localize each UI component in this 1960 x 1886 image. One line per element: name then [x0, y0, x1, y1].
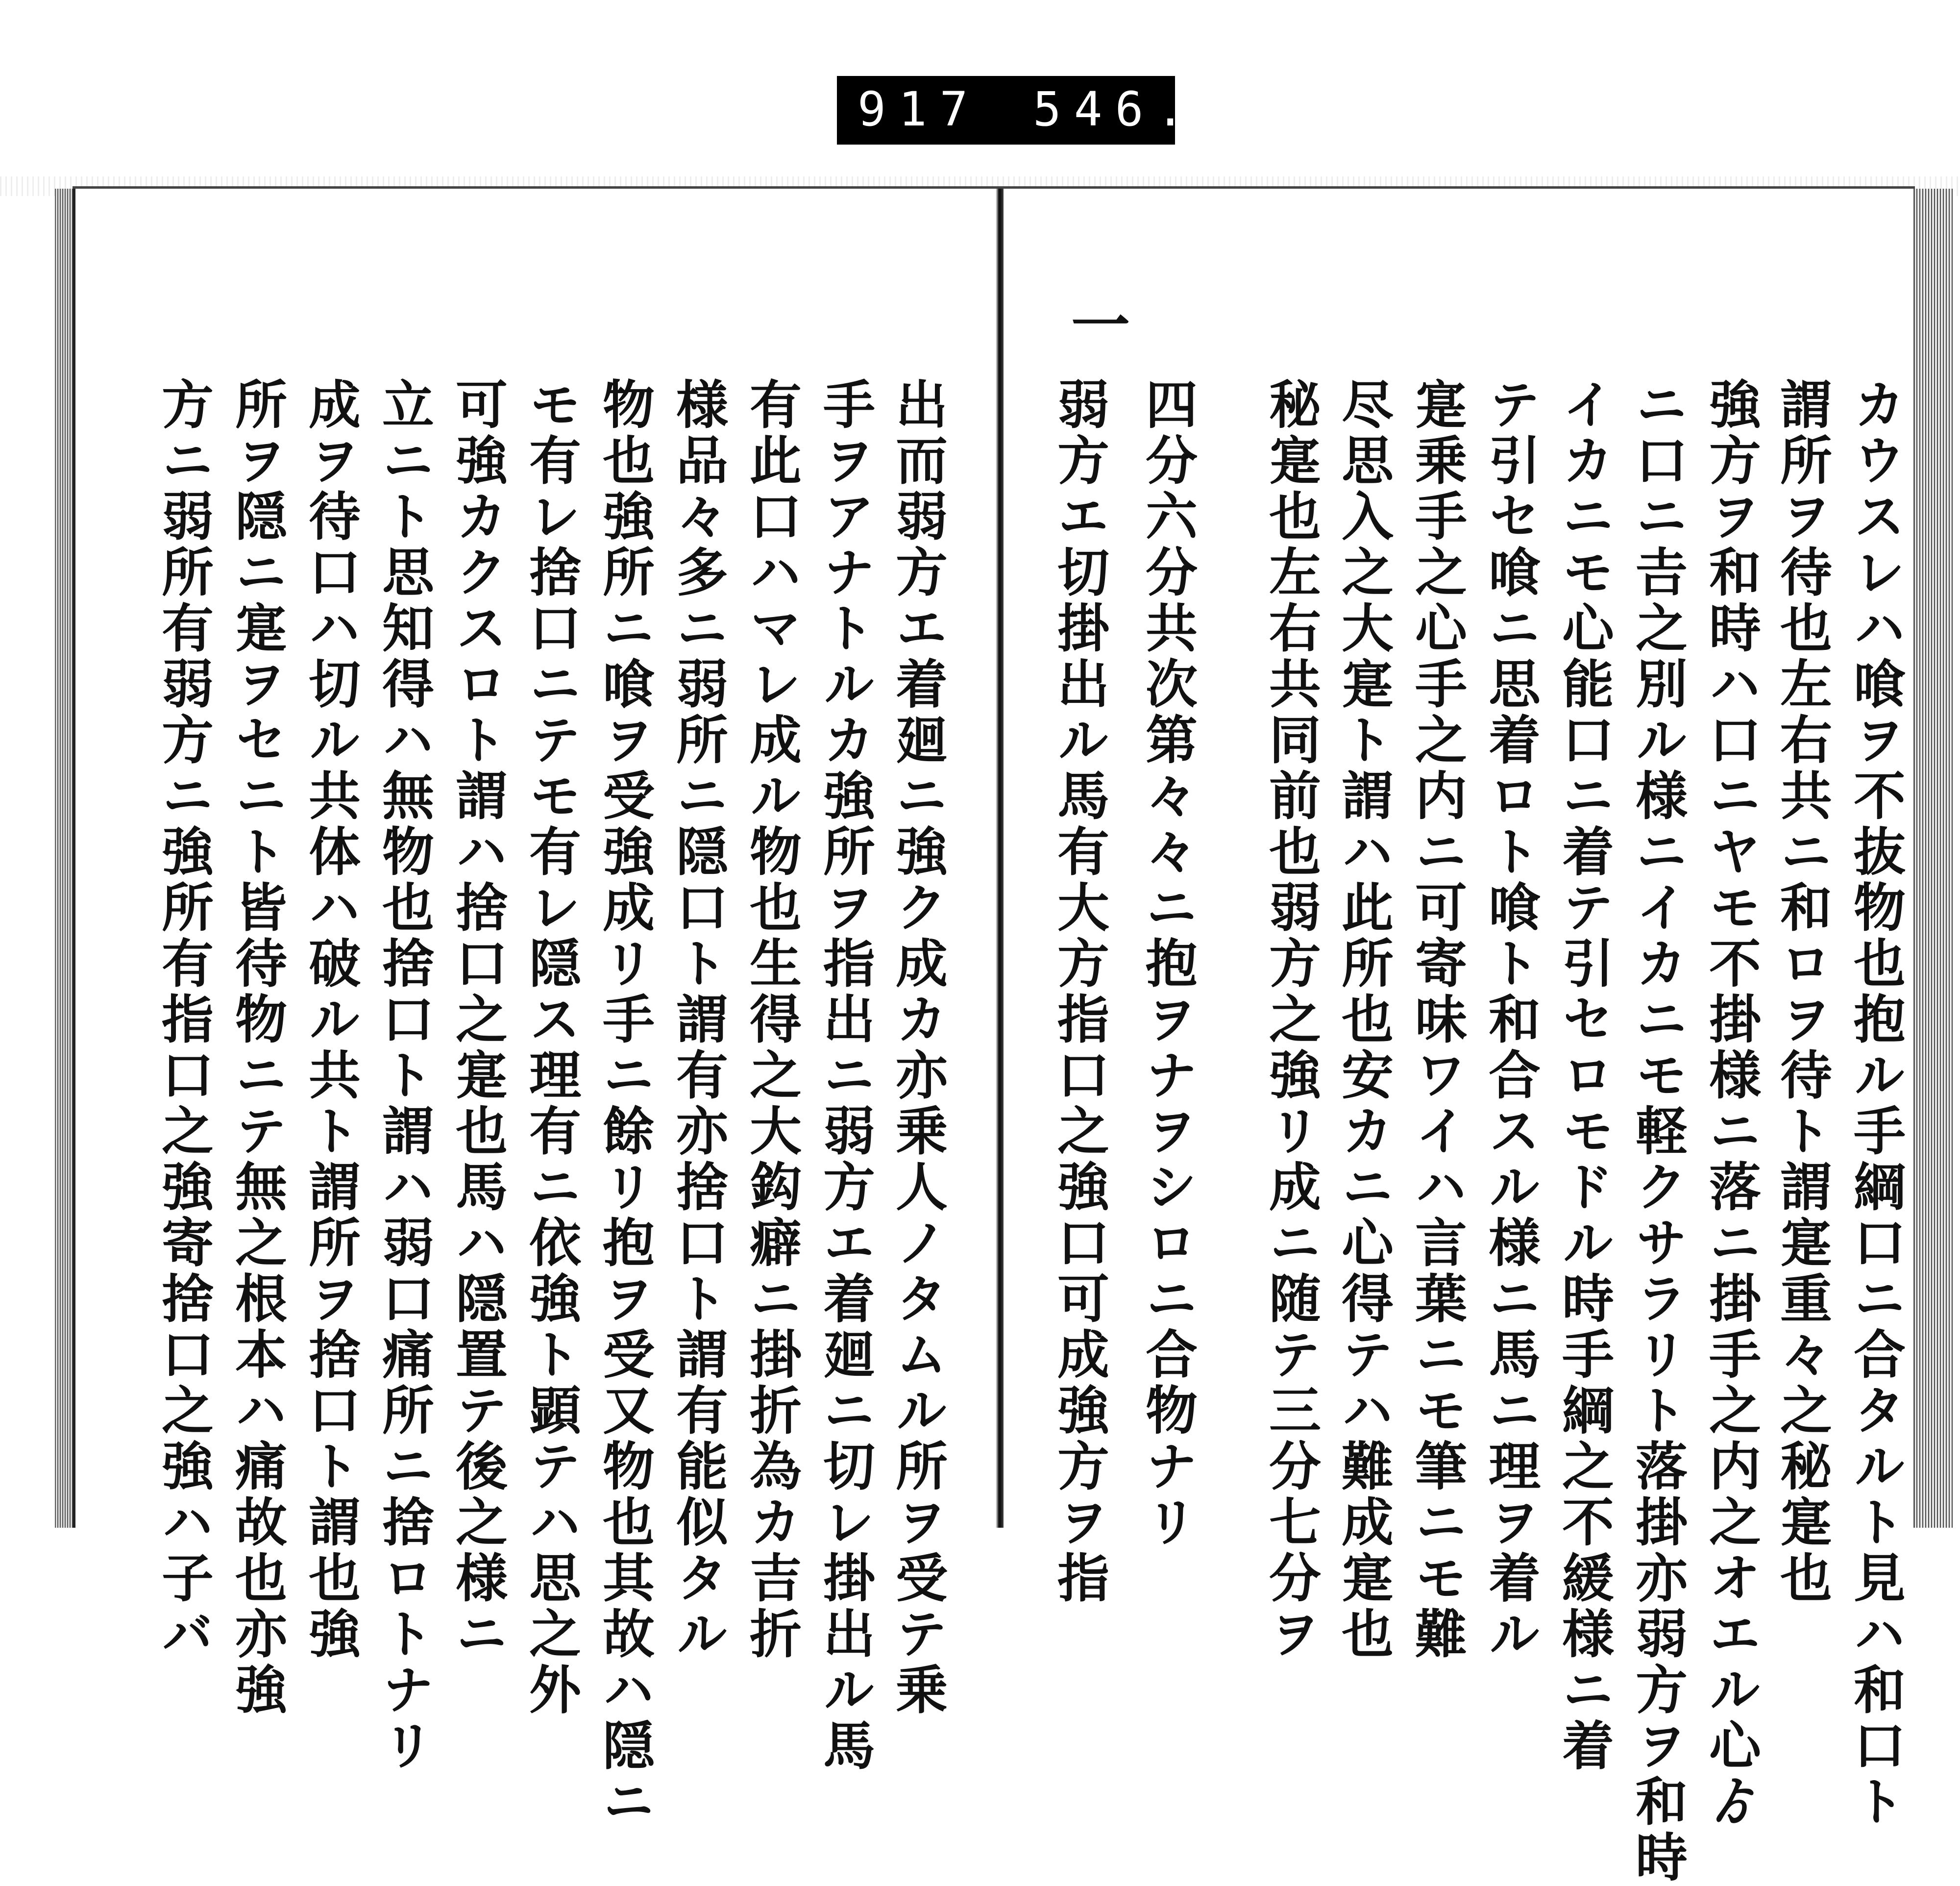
section-mark: 一 [1061, 294, 1130, 353]
text-column: カウスレハ喰ヲ不抜物也抱ル手綱口ニ合タルト見ハ和口ト [1845, 377, 1907, 1830]
text-column: 有此口ハマレ成ル物也生得之大鈎癖ニ掛折為カ吉折 [741, 377, 803, 1663]
text-column: 寔乗手之心手之内ニ可寄味ワイハ言葉ニモ筆ニモ難 [1407, 377, 1468, 1663]
text-column: 可強カクスロト謂ハ捨口之寔也馬ハ隠置テ後之様ニ [447, 377, 509, 1663]
archive-number-left: 917 [858, 82, 981, 137]
text-column: 謂所ヲ待也左右共ニ和ロヲ待ト謂寔重々之秘寔也 [1772, 377, 1833, 1607]
text-column: テ引セ喰ニ思着ロト喰ト和合スル様ニ馬ニ理ヲ着ル [1480, 377, 1542, 1663]
text-column: 立ニト思知得ハ無物也捨口ト謂ハ弱口痛所ニ捨ロトナリ [374, 377, 435, 1774]
text-column: 所ヲ隠ニ寔ヲセニト皆待物ニテ無之根本ハ痛故也亦強 [227, 377, 288, 1718]
text-column: 強方ヲ和時ハ口ニヤモ不掛様ニ落ニ掛手之内之オエル心ゟ [1701, 377, 1762, 1830]
text-column: 弱方エ切掛出ル馬有大方指口之強口可成強方ヲ指 [1049, 377, 1110, 1607]
archive-number-label [837, 76, 1198, 145]
text-column: モ有レ捨口ニテモ有レ隠ス理有ニ依強ト顕テハ思之外 [521, 377, 582, 1718]
text-column: 出而弱方エ着廻ニ強ク成カ亦乗人ノタムル所ヲ受テ乗 [887, 377, 949, 1718]
text-column: 様品々多ニ弱所ニ隠口ト謂有亦捨口ト謂有能似タル [668, 377, 729, 1663]
text-column: ニ口ニ𠮷之別ル様ニイカニモ軽クサラリト落掛亦弱方ヲ和時 [1627, 377, 1689, 1886]
text-column: 尽思入之大寔ト謂ハ此所也安カニ心得テハ難成寔也 [1333, 377, 1395, 1663]
right-fore-edge [1913, 189, 1953, 1528]
left-fore-edge [55, 189, 74, 1528]
book-spine [996, 189, 1004, 1528]
text-column: 秘寔也左右共同前也弱方之強リ成ニ随テ三分七分ヲ [1261, 377, 1322, 1663]
text-column: 四分六分共次第々々ニ抱ヲナヲシロニ合物ナリ [1137, 377, 1199, 1551]
archive-number-right: 546. [1033, 82, 1198, 137]
text-column: 物也強所ニ喰ヲ受強成リ手ニ餘リ抱ヲ受又物也其故ハ隠ニ [594, 377, 656, 1830]
text-column: 方ニ弱所有弱方ニ強所有指口之強寄捨口之強ハ子バ [153, 377, 215, 1663]
text-column: 成ヲ待口ハ切ル共体ハ破ル共ト謂所ヲ捨口ト謂也強 [300, 377, 362, 1663]
text-column: 手ヲアナトルカ強所ヲ指出ニ弱方エ着廻ニ切レ掛出ル馬 [815, 377, 876, 1774]
text-column: イカニモ心能口ニ着テ引セロモドル時手綱之不緩様ニ着 [1554, 377, 1615, 1774]
